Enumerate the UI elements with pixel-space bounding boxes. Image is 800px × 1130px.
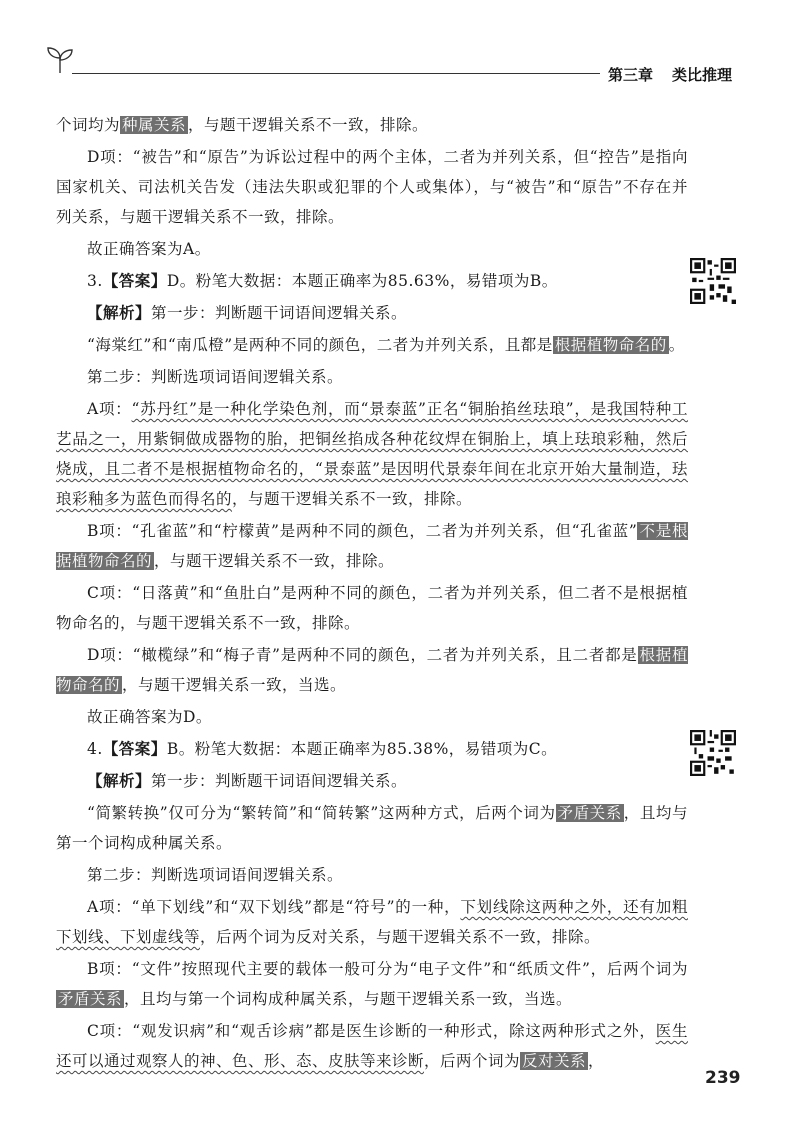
paragraph: D项：“被告”和“原告”为诉讼过程中的两个主体，二者为并列关系，但“控告”是指向国家机关、司法机关告发（违法失职或犯罪的个人或集体），与“被告”和“原告”不存在并列关系，与题干逻辑关系不一致，排除。 — [56, 148, 688, 226]
highlight: 根据植物命名的 — [56, 646, 688, 694]
option-a: A项：“苏丹红”是一种化学染色剂，而“景泰蓝”正名“铜胎掐丝珐琅”，是我国特种工艺品之一，用紫铜做成器物的胎，把铜丝掐成各种花纹焊在铜胎上，填上珐琅彩釉，然后烧成，且二者不是根据植物命名的，“景泰蓝”是因明代景泰年间在北京开始大量制造，珐琅彩釉多为蓝色而得名的，与题干逻辑关系不一致，排除。 — [56, 400, 689, 508]
paragraph: “简繁转换”仅可分为“繁转简”和“简转繁”这两种方式，后两个词为 矛盾关系 ，且均与第一个词构成种属关系。 — [56, 804, 688, 852]
highlight: 不是根据植物命名的 — [56, 522, 688, 570]
step-heading: 第二步：判断选项词语间逻辑关系。 — [87, 866, 344, 884]
chapter-label: 第三章 — [608, 66, 654, 84]
option-a: A项：“单下划线”和“双下划线”都是“符号”的一种，下划线除这两种之外，还有加粗下划线、下划虚线等，后两个词为反对关系，与题干逻辑关系不一致，排除。 — [56, 898, 688, 946]
question-3-analysis: 【解析】第一步：判断题干词语间逻辑关系。 — [87, 303, 408, 322]
analysis-tag: 【解析】 — [87, 303, 152, 322]
sprout-logo-icon — [44, 44, 76, 74]
answer-tag: 【答案】 — [102, 271, 167, 290]
qr-code-icon[interactable] — [690, 258, 736, 304]
highlight: 矛盾关系 — [557, 804, 622, 822]
wavy-underline: “苏丹红”是一种化学染色剂，而“景泰蓝”正名“铜胎掐丝珐琅”，是我国特种工艺品之一，用紫铜做成器物的胎，把铜丝掐成各种花纹焊在铜胎上，填上珐琅彩釉，然后烧成，且二者不是根据植物命名的，“景泰蓝”是因明代景泰年间在北京开始大量制造，珐琅彩釉多为蓝色而得名的 — [56, 400, 689, 508]
header-rule — [72, 73, 600, 74]
answer-line: 故正确答案为D。 — [87, 708, 212, 726]
highlight: 反对关系 — [522, 1052, 587, 1070]
option-c: C项：“观发识病”和“观舌诊病”都是医生诊断的一种形式，除这两种形式之外，医生还可以通过观察人的神、色、形、态、皮肤等来诊断，后两个词为 反对关系 ， — [56, 1022, 688, 1070]
option-b: B项：“文件”按照现代主要的载体一般可分为“电子文件”和“纸质文件”，后两个词为矛盾关系 ，且均与第一个词构成种属关系，与题干逻辑关系一致，当选。 — [58, 960, 688, 1008]
highlight: 种属关系 — [122, 116, 187, 134]
answer-line: 故正确答案为A。 — [87, 240, 211, 258]
question-3-answer: 3.【答案】D。粉笔大数据：本题正确率为85.63%，易错项为B。 — [87, 271, 558, 290]
page-header — [0, 0, 800, 100]
analysis-tag: 【解析】 — [87, 771, 152, 790]
page-number: 239 — [705, 1068, 741, 1088]
wavy-underline: 医生还可以通过观察人的神、色、形、态、皮肤等来诊断 — [56, 1022, 688, 1070]
paragraph: 个词均为 种属关系 ，与题干逻辑关系不一致，排除。 — [56, 116, 429, 134]
page-body — [56, 110, 688, 1078]
answer-tag: 【答案】 — [102, 739, 167, 758]
qr-code-icon[interactable] — [690, 730, 736, 776]
question-4-answer: 4.【答案】B。粉笔大数据：本题正确率为85.38%，易错项为C。 — [87, 739, 558, 758]
option-c: C项：“日落黄”和“鱼肚白”是两种不同的颜色，二者为并列关系，但二者不是根据植物命名的，与题干逻辑关系不一致，排除。 — [56, 584, 688, 632]
paragraph: “海棠红”和“南瓜橙”是两种不同的颜色，二者为并列关系，且都是 根据植物命名的 。 — [87, 336, 685, 354]
highlight: 矛盾关系 — [58, 990, 123, 1008]
question-4-analysis: 【解析】第一步：判断题干词语间逻辑关系。 — [87, 771, 408, 790]
option-b: B项：“孔雀蓝”和“柠檬黄”是两种不同的颜色，二者为并列关系，但“孔雀蓝” 不是根据植物命名的 ，与题干逻辑关系不一致，排除。 — [56, 522, 688, 570]
highlight: 根据植物命名的 — [554, 336, 667, 354]
wavy-underline: 下划线除这两种之外，还有加粗下划线、下划虚线等 — [56, 898, 688, 946]
option-d: D项：“橄榄绿”和“梅子青”是两种不同的颜色，二者为并列关系，且二者都是 根据植物命名的 ，与题干逻辑关系一致，当选。 — [56, 646, 688, 694]
chapter-title: 类比推理 — [672, 66, 733, 84]
step-heading: 第二步：判断选项词语间逻辑关系。 — [87, 368, 344, 386]
